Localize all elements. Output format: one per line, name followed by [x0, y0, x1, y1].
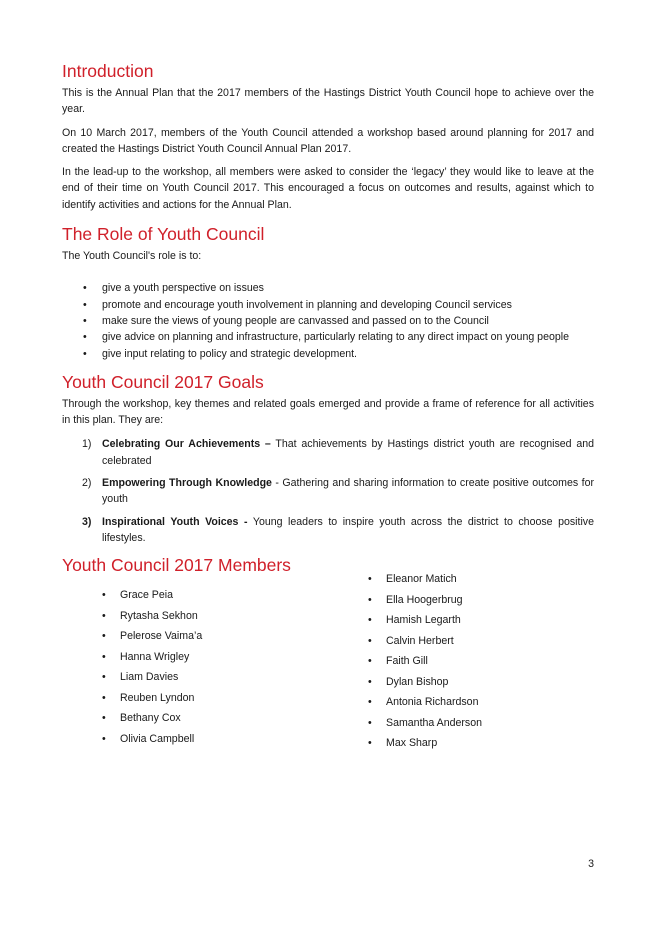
bullet-icon: • — [83, 331, 87, 344]
member-item: • Liam Davies — [102, 671, 179, 684]
member-item: • Calvin Herbert — [368, 634, 454, 647]
goals-heading: Youth Council 2017 Goals — [62, 371, 264, 392]
member-item: • Hanna Wrigley — [102, 650, 190, 663]
list-item: • make sure the views of young people are canvassed and passed on to the Council — [62, 313, 594, 329]
goals-intro: Through the workshop, key themes and related goals emerged and provide a frame of reference for all activities in this plan. They are: — [62, 397, 594, 427]
goal-item: 2) Empowering Through Knowledge - Gathering and sharing information to create positive outcomes for youth — [82, 477, 594, 506]
bullet-icon: • — [83, 282, 87, 295]
member-item: • Rytasha Sekhon — [102, 609, 198, 622]
bullet-icon: • — [83, 347, 87, 360]
member-item: • Grace Peia — [102, 589, 173, 602]
member-item: • Reuben Lyndon — [102, 691, 195, 704]
member-item: • Samantha Anderson — [368, 716, 483, 729]
bullet-icon: • — [83, 314, 87, 327]
intro-paragraph: On 10 March 2017, members of the Youth Council attended a workshop based around planning for 2017 and created the Hastings District Youth Council Annual Plan 2017. — [62, 126, 594, 155]
member-item: • Dylan Bishop — [368, 675, 449, 688]
role-list — [62, 280, 594, 361]
list-item: • promote and encourage youth involvement in planning and developing Council services — [62, 297, 594, 313]
goal-item: 3) Inspirational Youth Voices - Young leaders to inspire youth across the district to choose positive lifestyles. — [82, 515, 594, 544]
goals-list — [62, 436, 594, 546]
member-item: • Max Sharp — [368, 737, 438, 750]
member-item: • Hamish Legarth — [368, 614, 461, 627]
document-page — [62, 60, 594, 769]
intro-paragraph: This is the Annual Plan that the 2017 members of the Hastings District Youth Council hope to achieve over the year. — [62, 87, 594, 116]
page-number: 3 — [588, 858, 594, 870]
member-item: • Olivia Campbell — [102, 732, 195, 745]
member-item: • Faith Gill — [368, 655, 428, 668]
role-heading: The Role of Youth Council — [62, 224, 265, 245]
members-column-left — [102, 585, 202, 749]
bullet-icon: • — [83, 298, 87, 311]
intro-paragraph: In the lead-up to the workshop, all members were asked to consider the ‘legacy’ they would like to leave at the end of their time on Youth Council 2017. This encouraged a focus on outcomes and results, against which to identify activities and actions for the Annual Plan. — [62, 166, 594, 211]
member-item: • Antonia Richardson — [368, 696, 479, 709]
members-column-right — [368, 569, 482, 754]
introduction-heading: Introduction — [62, 61, 154, 81]
members-list — [62, 573, 594, 769]
member-item: • Eleanor Matich — [368, 573, 457, 586]
member-item: • Ella Hoogerbrug — [368, 593, 463, 606]
list-item: • give advice on planning and infrastructure, particularly relating to any direct impact on young people — [62, 329, 594, 345]
member-item: • Bethany Cox — [102, 712, 181, 725]
members-heading: Youth Council 2017 Members — [62, 555, 291, 576]
role-intro: The Youth Council's role is to: — [62, 250, 202, 263]
member-item: • Pelerose Vaima’a — [102, 630, 203, 643]
list-item: • give a youth perspective on issues — [62, 280, 594, 296]
list-item: • give input relating to policy and strategic development. — [62, 346, 594, 362]
goal-item: 1) Celebrating Our Achievements – That achievements by Hastings district youth are recognised and celebrated — [82, 438, 594, 467]
